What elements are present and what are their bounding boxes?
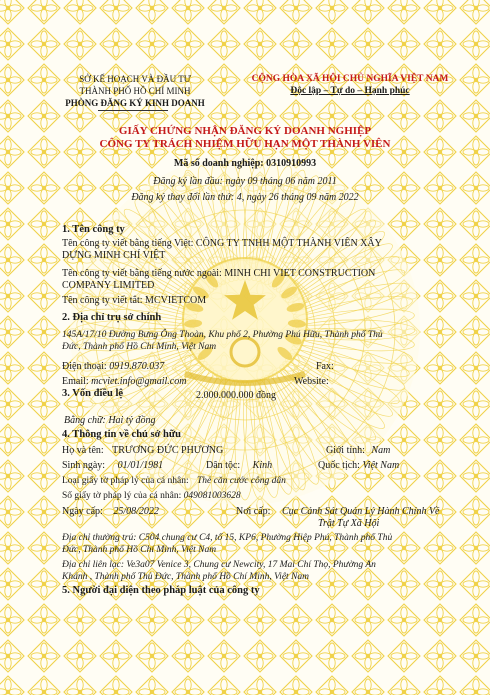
email-value: mcviet.info@gmail.com — [91, 376, 187, 387]
issue-date-row — [62, 506, 159, 517]
id-type-label: Loại giấy tờ pháp lý của cá nhân: — [62, 476, 189, 486]
company-short-name — [62, 295, 206, 306]
contact-address-2: Khánh , Thành phố Thủ Đức, Thành phố Hồ Chí Minh, Việt Nam — [62, 572, 309, 582]
website-label: Website: — [294, 376, 329, 387]
ethnic-row — [206, 460, 272, 471]
company-name-foreign-value-2: COMPANY LIMITED — [62, 280, 155, 291]
nationality-value: Việt Nam — [362, 460, 400, 471]
gender-value: Nam — [371, 445, 391, 456]
id-type-row — [62, 476, 286, 486]
owner-name-row — [62, 445, 223, 456]
company-name-foreign-label: Tên công ty viết bằng tiếng nước ngoài: — [62, 268, 222, 279]
company-name-vn-value-2: DỰNG MINH CHÍ VIỆT — [62, 250, 166, 261]
section-3-heading: 3. Vốn điều lệ — [62, 388, 124, 399]
issuer-line-1: SỞ KẾ HOẠCH VÀ ĐẦU TƯ — [79, 74, 191, 84]
permanent-address-1: Địa chỉ thường trú: C504 chung cư C4, tổ 15, KP6, Phường Hiệp Phú, Thành phố Thủ — [62, 533, 393, 543]
company-name-vn — [62, 238, 382, 249]
issue-date-value: 25/08/2022 — [113, 506, 159, 517]
id-number-row — [62, 491, 241, 501]
company-name-vn-label: Tên công ty viết bằng tiếng Việt: — [62, 238, 194, 249]
company-name-foreign — [62, 268, 375, 279]
phone-row — [62, 361, 164, 372]
issue-place-label: Nơi cấp: — [236, 506, 271, 517]
section-1-heading: 1. Tên công ty — [62, 224, 125, 235]
charter-capital-value: 2.000.000.000 đồng — [196, 390, 276, 401]
company-short-label: Tên công ty viết tắt: — [62, 295, 143, 306]
issuer-underline — [98, 110, 168, 111]
company-short-value: MCVIETCOM — [145, 295, 207, 306]
issue-place-value-1: Cục Cảnh Sát Quản Lý Hành Chính Về — [282, 506, 440, 517]
charter-capital-words: Bằng chữ: Hai tỷ đồng — [64, 415, 156, 426]
id-number-value: 049081003628 — [183, 491, 241, 501]
nationality-label: Quốc tịch: — [318, 460, 360, 471]
gender-row — [326, 445, 390, 456]
owner-name-value: TRƯƠNG ĐỨC PHƯƠNG — [112, 445, 224, 456]
company-name-vn-value: CÔNG TY TNHH MỘT THÀNH VIÊN XÂY — [195, 238, 382, 249]
section-2-heading: 2. Địa chỉ trụ sở chính — [62, 312, 162, 323]
dob-label: Sinh ngày: — [62, 460, 106, 471]
issue-date-label: Ngày cấp: — [62, 506, 103, 517]
ethnic-label: Dân tộc: — [206, 460, 241, 471]
issue-place-value-2: Trật Tự Xã Hội — [318, 518, 380, 529]
company-type-title: CÔNG TY TRÁCH NHIỆM HỮU HẠN MỘT THÀNH VIÊN — [99, 138, 391, 150]
issuer-line-2: THÀNH PHỐ HỒ CHÍ MINH — [79, 86, 191, 96]
id-type-value: Thẻ căn cước công dân — [197, 476, 286, 486]
head-office-address-1: 145A/17/10 Đường Bưng Ông Thoàn, Khu phố 2, Phường Phú Hữu, Thành phố Thủ — [62, 330, 383, 340]
phone-label: Điện thoại: — [62, 361, 107, 372]
id-number-label: Số giấy tờ pháp lý của cá nhân: — [62, 491, 182, 501]
national-name: CỘNG HÒA XÃ HỘI CHỦ NGHĨA VIỆT NAM — [251, 74, 449, 84]
issuer-line-3: PHÒNG ĐĂNG KÝ KINH DOANH — [65, 98, 205, 108]
nationality-row — [318, 460, 399, 471]
section-4-heading: 4. Thông tin về chủ sở hữu — [62, 429, 182, 440]
head-office-address-2: Đức, Thành phố Hồ Chí Minh, Việt Nam — [62, 342, 217, 352]
dob-row — [62, 460, 163, 471]
document-title: GIẤY CHỨNG NHẬN ĐĂNG KÝ DOANH NGHIỆP — [118, 125, 372, 137]
dob-value: 01/01/1981 — [117, 460, 164, 471]
contact-address-1: Địa chỉ liên lạc: Ve3a07 Venice 3, Chung cư Newcity, 17 Mai Chí Thọ, Phường An — [62, 560, 376, 570]
ethnic-value: Kinh — [252, 460, 273, 471]
phone-value: 0919.870.037 — [109, 361, 165, 372]
email-label: Email: — [62, 376, 89, 387]
national-motto: Độc lập – Tự do – Hạnh phúc — [290, 86, 410, 96]
change-registration-date: Đăng ký thay đổi lần thứ: 4, ngày 26 tháng 09 năm 2022 — [131, 192, 359, 203]
email-row — [62, 376, 186, 387]
gender-label: Giới tính: — [326, 445, 365, 456]
tax-code: Mã số doanh nghiệp: 0310910993 — [173, 158, 317, 169]
first-registration-date: Đăng ký lần đầu: ngày 09 tháng 06 năm 2011 — [153, 176, 337, 187]
owner-name-label: Họ và tên: — [62, 445, 104, 456]
section-5-heading: 5. Người đại diện theo pháp luật của công ty — [62, 585, 260, 596]
fax-label: Fax: — [316, 361, 334, 372]
company-name-foreign-value: MINH CHI VIET CONSTRUCTION — [224, 268, 376, 279]
permanent-address-2: Đức, Thành phố Hồ Chí Minh, Việt Nam — [62, 545, 217, 555]
